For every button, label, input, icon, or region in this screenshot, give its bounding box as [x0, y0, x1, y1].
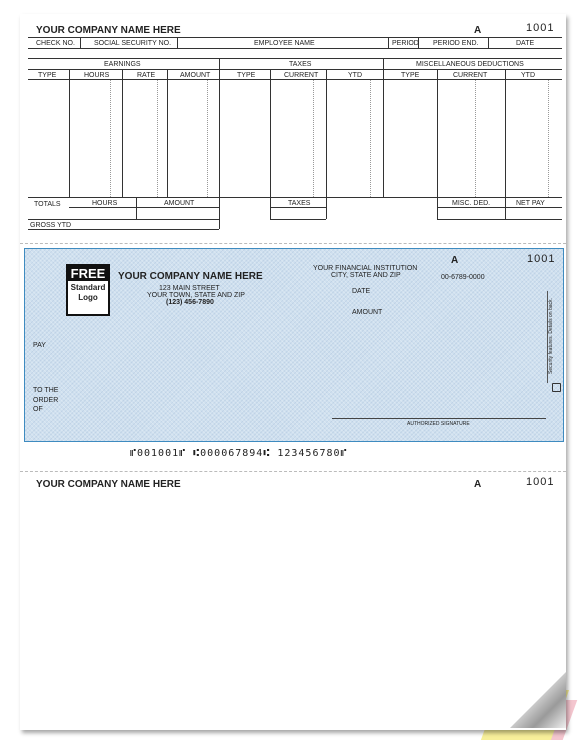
stub-check-number: 1001 — [526, 22, 555, 34]
totals-taxes: TAXES — [288, 200, 311, 207]
header-employee-name: EMPLOYEE NAME — [254, 40, 315, 47]
free-logo: FREE Standard Logo — [66, 264, 110, 316]
perforation-bottom — [20, 471, 566, 472]
col-misc-ytd: YTD — [521, 72, 535, 79]
col-rate: RATE — [137, 72, 156, 79]
col-misc-current: CURRENT — [453, 72, 488, 79]
micr-line: ⑈001001⑈ ⑆000067894⑆ 123456780⑈ — [130, 448, 348, 459]
col-tax-type: TYPE — [237, 72, 256, 79]
header-ssn: SOCIAL SECURITY NO. — [94, 40, 172, 47]
stub-letter: A — [474, 25, 482, 36]
stub-company-name: YOUR COMPANY NAME HERE — [36, 25, 181, 36]
col-amount: AMOUNT — [180, 72, 211, 79]
perforation-top — [20, 243, 566, 244]
check-letter: A — [451, 255, 459, 266]
totals-amount: AMOUNT — [164, 200, 195, 207]
section-misc: MISCELLANEOUS DEDUCTIONS — [416, 61, 524, 68]
lock-icon — [552, 383, 561, 392]
gross-ytd-label: GROSS YTD — [30, 222, 72, 229]
check-company-address: 123 MAIN STREET — [159, 285, 220, 292]
totals-label: TOTALS — [34, 201, 61, 208]
to-the-label: TO THE — [33, 387, 59, 394]
header-date: DATE — [516, 40, 535, 47]
signature-line — [332, 418, 546, 419]
check-company-phone: (123) 456-7890 — [166, 299, 214, 306]
security-text: Security features. Details on back. — [547, 298, 554, 374]
bottom-stub-company-name: YOUR COMPANY NAME HERE — [36, 479, 181, 490]
date-label: DATE — [352, 288, 371, 295]
col-tax-current: CURRENT — [284, 72, 319, 79]
pay-label: PAY — [33, 342, 46, 349]
header-period: PERIOD — [392, 40, 419, 47]
section-earnings: EARNINGS — [104, 61, 141, 68]
header-check-no: CHECK NO. — [36, 40, 75, 47]
bottom-stub-letter: A — [474, 479, 482, 490]
totals-hours: HOURS — [92, 200, 118, 207]
check-company-city: YOUR TOWN, STATE AND ZIP — [147, 292, 245, 299]
bank-city: CITY, STATE AND ZIP — [331, 272, 401, 279]
routing-fraction: 00-6789-0000 — [441, 274, 485, 281]
totals-net-pay: NET PAY — [516, 200, 545, 207]
order-label: ORDER — [33, 397, 59, 404]
col-tax-ytd: YTD — [348, 72, 362, 79]
section-taxes: TAXES — [289, 61, 312, 68]
totals-misc-ded: MISC. DED. — [452, 200, 491, 207]
check-number: 1001 — [527, 253, 556, 265]
check-company-name: YOUR COMPANY NAME HERE — [118, 271, 263, 282]
col-misc-type: TYPE — [401, 72, 420, 79]
amount-label: AMOUNT — [352, 309, 383, 316]
col-hours: HOURS — [84, 72, 110, 79]
header-period-end: PERIOD END. — [433, 40, 479, 47]
of-label: OF — [33, 406, 43, 413]
col-type: TYPE — [38, 72, 57, 79]
bottom-stub-check-number: 1001 — [526, 476, 555, 488]
check-body — [24, 248, 564, 442]
bank-name: YOUR FINANCIAL INSTITUTION — [313, 265, 418, 272]
signature-label: AUTHORIZED SIGNATURE — [407, 421, 470, 427]
